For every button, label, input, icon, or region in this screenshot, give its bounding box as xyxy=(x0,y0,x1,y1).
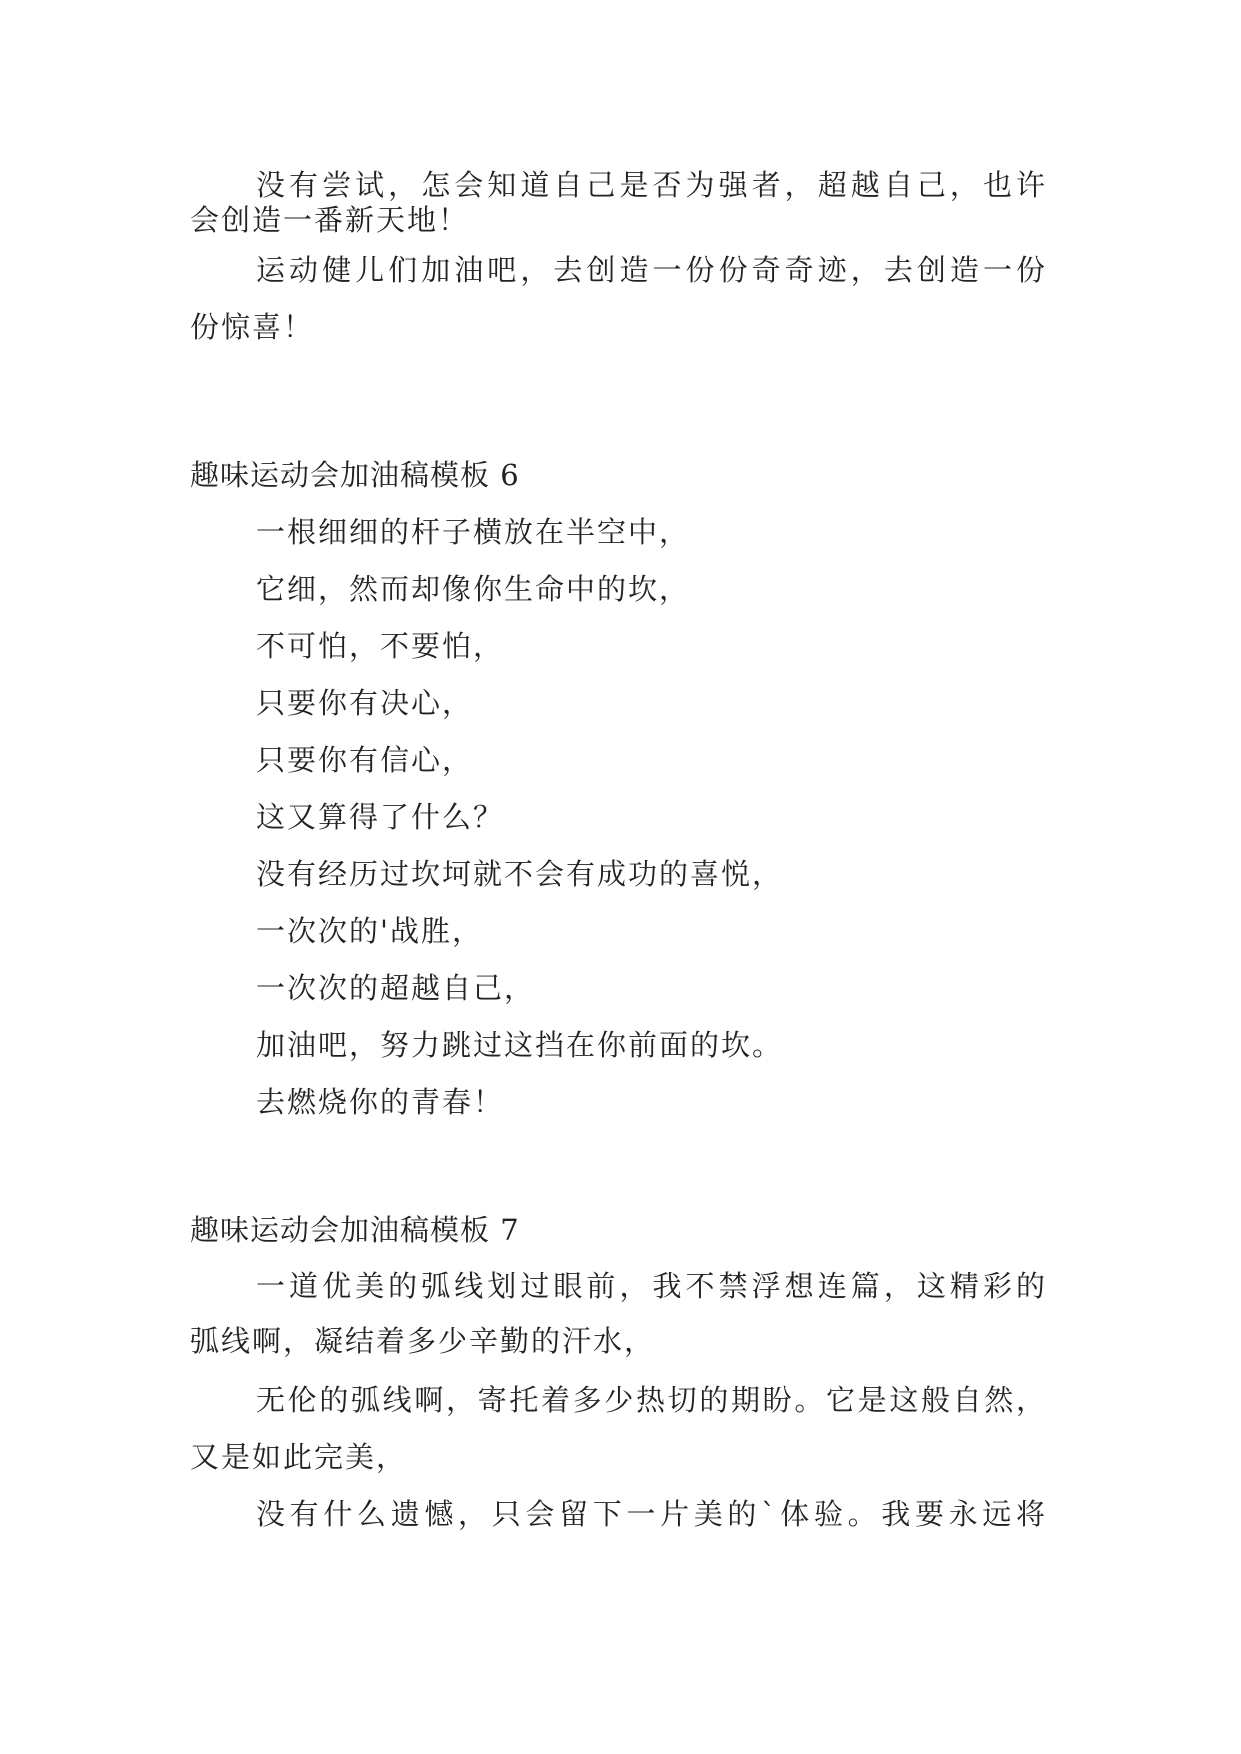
paragraph-line: 一道优美的弧线划过眼前，我不禁浮想连篇，这精彩的 xyxy=(256,1269,1045,1303)
paragraph-line: 没有尝试，怎会知道自己是否为强者，超越自己，也许 xyxy=(256,168,1045,202)
paragraph-line: 弧线啊，凝结着多少辛勤的汗水， xyxy=(190,1324,656,1358)
paragraph-line: 份惊喜！ xyxy=(190,310,315,344)
poem-line: 只要你有信心， xyxy=(256,743,474,777)
poem-line: 不可怕，不要怕， xyxy=(256,629,505,663)
poem-line: 加油吧，努力跳过这挡在你前面的坎。 xyxy=(256,1028,784,1062)
poem-line: 只要你有决心， xyxy=(256,686,474,720)
poem-line: 一次次的'战胜， xyxy=(256,914,483,948)
paragraph-line: 又是如此完美， xyxy=(190,1440,408,1474)
paragraph-line: 没有什么遗憾，只会留下一片美的`体验。我要永远将 xyxy=(256,1497,1045,1531)
paragraph-line: 运动健儿们加油吧，去创造一份份奇奇迹，去创造一份 xyxy=(256,253,1045,287)
paragraph-line: 会创造一番新天地！ xyxy=(190,203,470,237)
poem-line: 一次次的超越自己， xyxy=(256,971,536,1005)
paragraph-line: 无伦的弧线啊，寄托着多少热切的期盼。它是这般自然， xyxy=(256,1383,1045,1417)
poem-line: 这又算得了什么？ xyxy=(256,800,505,834)
poem-line: 一根细细的杆子横放在半空中， xyxy=(256,515,691,549)
poem-line: 它细，然而却像你生命中的坎， xyxy=(256,572,691,606)
section-heading: 趣味运动会加油稿模板 7 xyxy=(190,1213,520,1247)
poem-line: 没有经历过坎坷就不会有成功的喜悦， xyxy=(256,857,784,891)
section-heading: 趣味运动会加油稿模板 6 xyxy=(190,458,520,492)
poem-line: 去燃烧你的青春！ xyxy=(256,1085,505,1119)
